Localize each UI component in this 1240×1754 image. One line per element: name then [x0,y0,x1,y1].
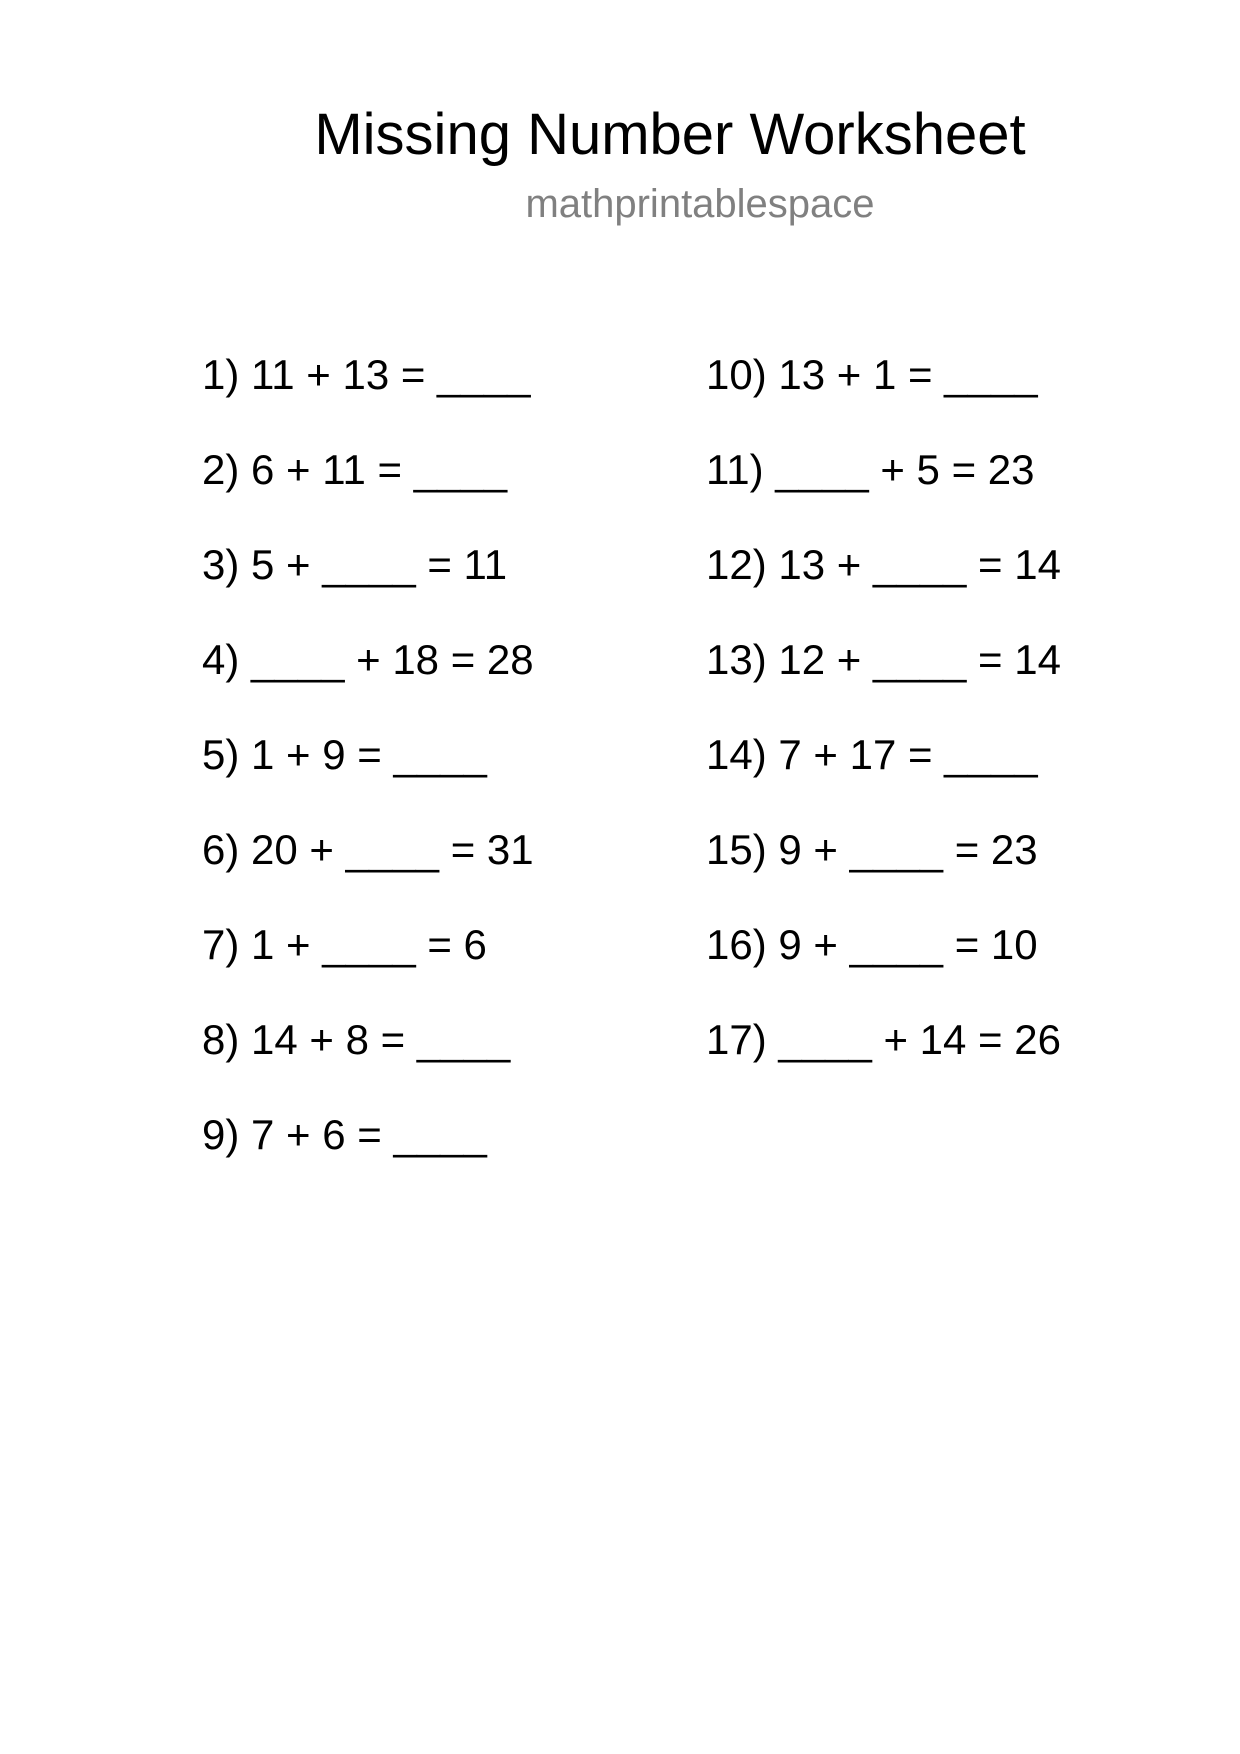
problem-13: 13) 12 + ____ = 14 [706,636,1061,683]
worksheet-subtitle: mathprintablespace [525,182,875,226]
problem-16: 16) 9 + ____ = 10 [706,921,1038,968]
problem-column-right [706,345,1061,1105]
problem-15: 15) 9 + ____ = 23 [706,826,1038,873]
problem-9: 9) 7 + 6 = ____ [202,1111,487,1158]
worksheet-title: Missing Number Worksheet [314,102,1026,167]
problem-12: 12) 13 + ____ = 14 [706,541,1061,588]
problem-3: 3) 5 + ____ = 11 [202,541,508,588]
problem-6: 6) 20 + ____ = 31 [202,826,534,873]
problem-14: 14) 7 + 17 = ____ [706,731,1038,778]
problem-4: 4) ____ + 18 = 28 [202,636,534,683]
problem-10: 10) 13 + 1 = ____ [706,351,1038,398]
problem-11: 11) ____ + 5 = 23 [706,446,1035,493]
problem-17: 17) ____ + 14 = 26 [706,1016,1061,1063]
problem-column-left [202,345,534,1200]
problem-1: 1) 11 + 13 = ____ [202,351,531,398]
problem-5: 5) 1 + 9 = ____ [202,731,487,778]
problem-7: 7) 1 + ____ = 6 [202,921,487,968]
problem-8: 8) 14 + 8 = ____ [202,1016,511,1063]
problem-2: 2) 6 + 11 = ____ [202,446,508,493]
